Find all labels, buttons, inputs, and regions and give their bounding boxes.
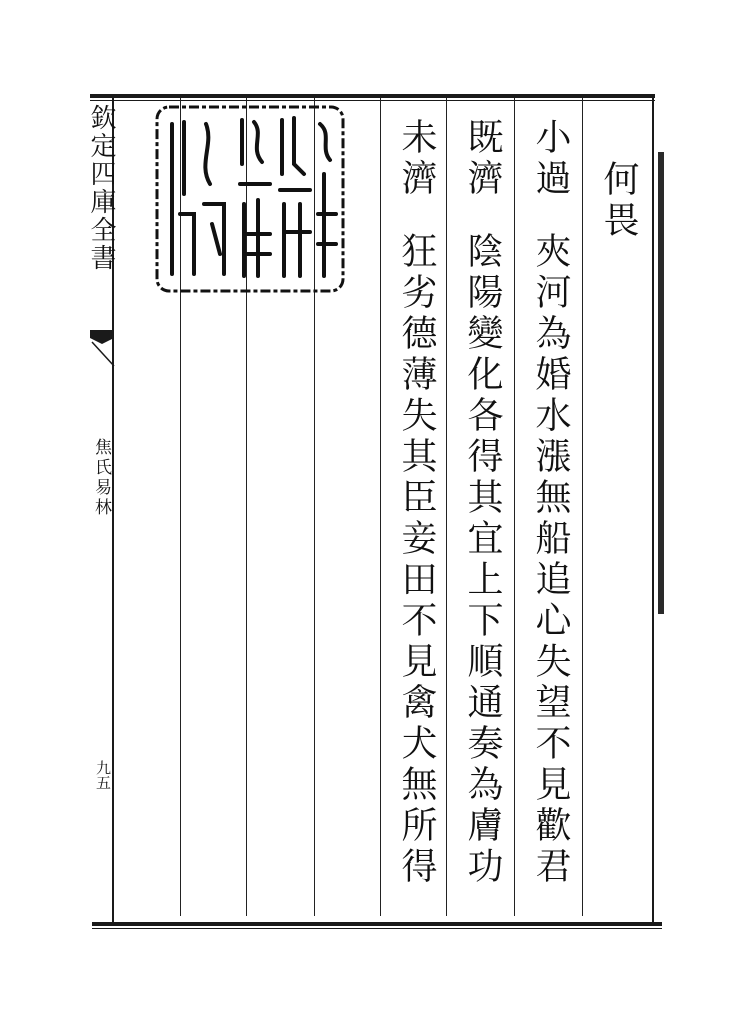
column-1-heading: 何畏 [598,160,639,242]
collector-seal-icon [154,104,346,294]
page-number: 九五 [94,760,112,790]
column-divider [514,98,515,916]
column-divider [446,98,447,916]
column-3-heading: 既濟 [462,118,503,200]
top-border-inner [90,100,655,101]
bottom-border [92,922,662,926]
column-2-heading: 小過 [530,118,571,200]
right-edge-band [658,152,664,614]
column-3-body: 陰陽變化各得其宜上下順通奏為膚功 [462,232,503,888]
column-4-body: 狂劣德薄失其臣妾田不見禽犬無所得 [396,232,437,888]
fish-tail-mark-icon [88,328,116,368]
column-4-heading: 未濟 [396,118,437,200]
column-2-body: 夾河為婚水漲無船追心失望不見歡君 [530,232,571,888]
top-border [90,94,655,98]
book-title: 焦氏易林 [91,438,111,518]
bottom-border-inner [92,928,662,929]
collection-title: 欽定四庫全書 [86,104,116,272]
column-divider [582,98,583,916]
column-divider [380,98,381,916]
right-border [652,98,654,924]
